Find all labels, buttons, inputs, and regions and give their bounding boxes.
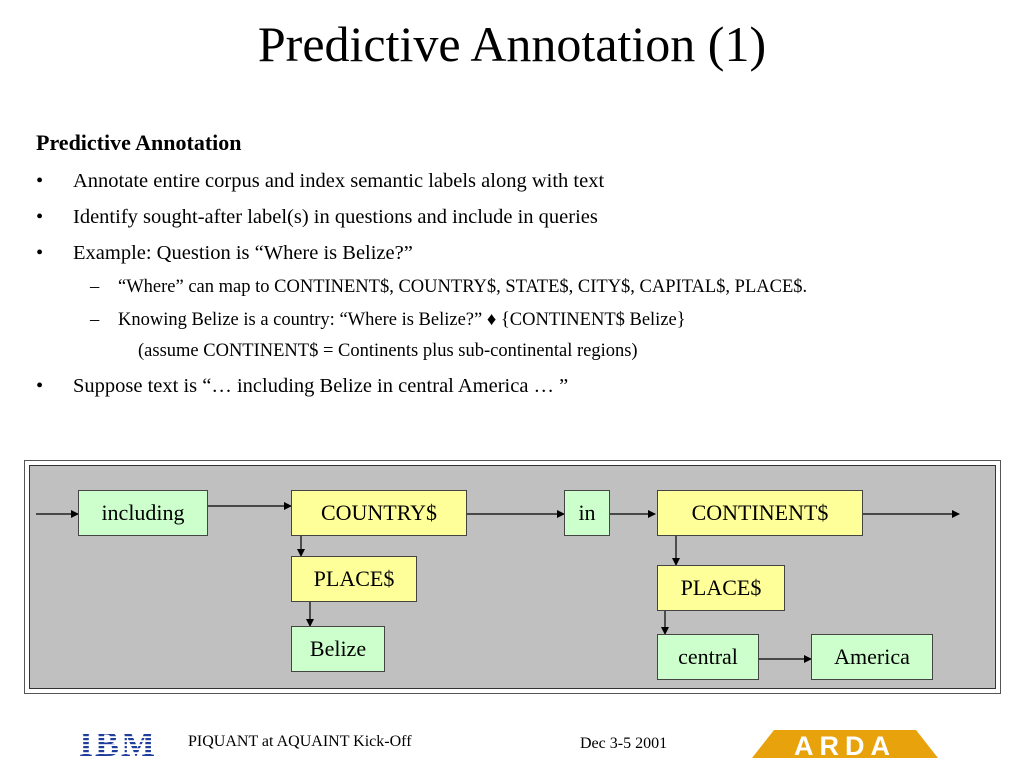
bullet-item: [36, 204, 996, 230]
arda-logo-text: ARDA: [794, 731, 896, 760]
node-central: central: [657, 634, 759, 680]
node-continent: CONTINENT$: [657, 490, 863, 536]
bullet-item: [36, 240, 996, 266]
node-belize: Belize: [291, 626, 385, 672]
bullet-item: [36, 373, 996, 399]
node-america: America: [811, 634, 933, 680]
footer-date: Dec 3-5 2001: [580, 735, 668, 752]
bullet-mark: •: [36, 242, 44, 264]
node-including: including: [78, 490, 208, 536]
sub-bullet-continuation: (assume CONTINENT$ = Continents plus sub-continental regions): [138, 341, 638, 361]
slide-body: [36, 128, 996, 399]
annotation-diagram: [24, 460, 1001, 694]
ibm-logo-text: IBM: [79, 726, 157, 760]
bullet-text: Identify sought-after label(s) in questions and include in queries: [73, 206, 598, 228]
sub-bullet-item: [36, 275, 996, 299]
bullet-mark: •: [36, 206, 44, 228]
slide-title: Predictive Annotation (1): [257, 16, 767, 72]
ibm-logo: [72, 726, 164, 760]
bullet-mark: •: [36, 375, 44, 397]
node-in: in: [564, 490, 610, 536]
sub-bullet-mark: –: [90, 277, 100, 297]
bullet-text: Suppose text is “… including Belize in central America … ”: [73, 375, 569, 397]
sub-bullet-item: [36, 308, 996, 332]
bullet-mark: •: [36, 170, 44, 192]
node-place-right: PLACE$: [657, 565, 785, 611]
footer-event: PIQUANT at AQUAINT Kick-Off: [188, 733, 412, 750]
sub-bullet-text: Knowing Belize is a country: “Where is Belize?” ♦ {CONTINENT$ Belize}: [118, 310, 686, 330]
node-place-left: PLACE$: [291, 556, 417, 602]
diagram-panel: [29, 465, 996, 689]
sub-bullet-text: “Where” can map to CONTINENT$, COUNTRY$, STATE$, CITY$, CAPITAL$, PLACE$.: [118, 277, 808, 297]
arda-logo: [752, 728, 938, 760]
sub-bullet-mark: –: [90, 310, 100, 330]
section-heading: Predictive Annotation: [36, 130, 242, 155]
node-country: COUNTRY$: [291, 490, 467, 536]
bullet-item: [36, 168, 996, 194]
bullet-text: Annotate entire corpus and index semantic labels along with text: [73, 170, 605, 192]
bullet-text: Example: Question is “Where is Belize?”: [73, 242, 413, 264]
